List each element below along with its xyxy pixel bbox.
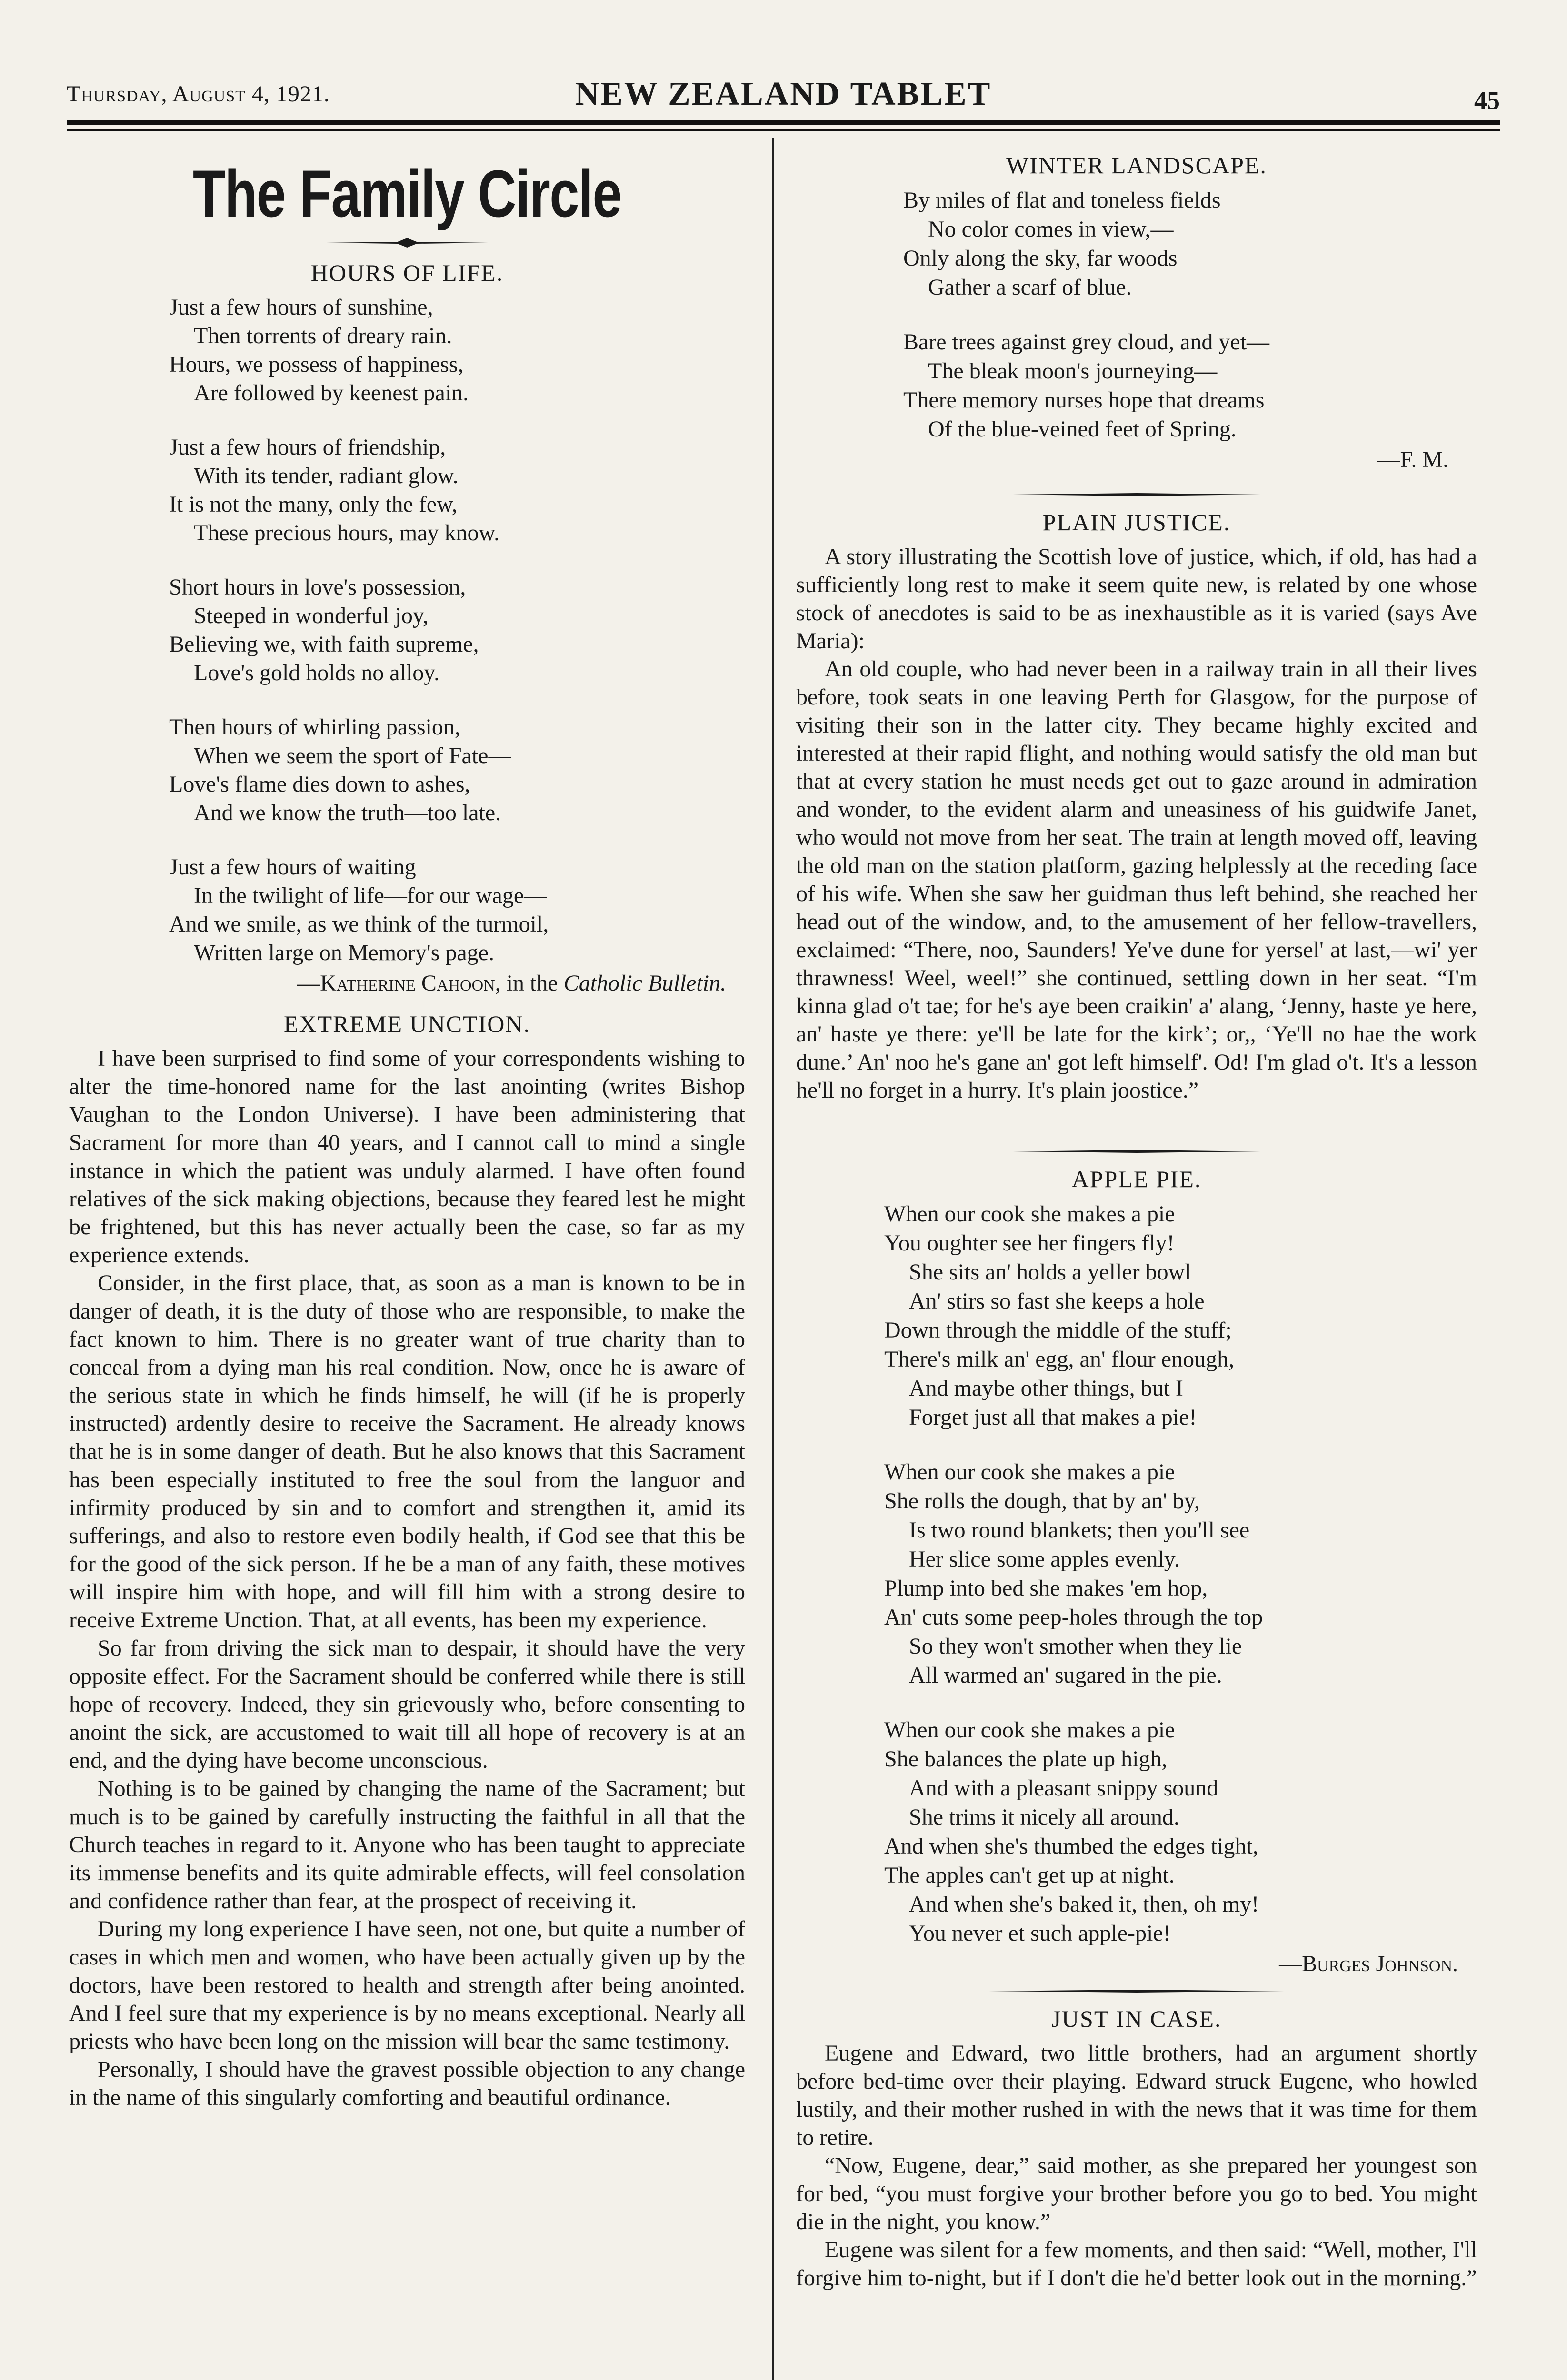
poem-line: And with a pleasant snippy sound <box>909 1775 1218 1801</box>
poem-line: Steeped in wonderful joy, <box>194 603 429 628</box>
poem-line: And we know the truth—too late. <box>194 800 501 825</box>
poem-line: These precious hours, may know. <box>194 520 500 545</box>
article-paragraph: A story illustrating the Scottish love of justice, which, if old, has had a sufficiently long rest to make it seem quite new, is related by one whose stock of anecdotes is said to be as inexhaustible as it is varied (says Ave Maria): <box>796 544 1477 654</box>
plain-justice-article <box>796 543 1477 1104</box>
attribution-author: —Burges Johnson. <box>1279 1951 1458 1976</box>
poem-line: She rolls the dough, that by an' by, <box>884 1488 1200 1514</box>
apple-pie-poem <box>884 1200 1477 1948</box>
poem-line: Only along the sky, far woods <box>903 246 1178 271</box>
poem-line: Are followed by keenest pain. <box>194 380 469 406</box>
article-paragraph: Eugene was silent for a few moments, and then said: “Well, mother, I'll forgive him to-night, but if I don't die he'd better look out in the morning.” <box>796 2237 1477 2291</box>
apple-pie-title: APPLE PIE. <box>1071 1166 1202 1192</box>
poem-line: Believing we, with faith supreme, <box>169 632 479 657</box>
poem-line: Love's flame dies down to ashes, <box>169 772 470 797</box>
attribution-mid: , in the <box>495 971 564 996</box>
separator-rule-icon <box>989 1987 1284 1995</box>
poem-line: The bleak moon's journeying— <box>928 358 1218 384</box>
poem-stanza <box>903 186 1477 302</box>
poem-line: Hours, we possess of happiness, <box>169 352 464 377</box>
poem-line: So they won't smother when they lie <box>909 1634 1242 1659</box>
article-paragraph: Personally, I should have the gravest possible objection to any change in the name of this singularly comforting and beautiful ordinance. <box>69 2057 745 2110</box>
poem-line: An' stirs so fast she keeps a hole <box>909 1289 1205 1314</box>
poem-stanza <box>169 853 745 967</box>
winter-landscape-title: WINTER LANDSCAPE. <box>1006 152 1267 178</box>
poem-stanza <box>884 1200 1477 1432</box>
poem-stanza <box>169 293 745 407</box>
apple-pie-attribution <box>796 1950 1458 1978</box>
article-paragraph: During my long experience I have seen, not one, but quite a number of cases in which men and women, who have been actually given up by the doctors, have been restored to health and strength after being anointed. And I feel sure that my experience is by no means exceptional. Nearly all priests who have been long on the mission will bear the same testimony. <box>69 1916 745 2054</box>
poem-line: When we seem the sport of Fate— <box>194 743 511 768</box>
attribution-author: Katherine Cahoon <box>320 971 495 996</box>
article-paragraph: “Now, Eugene, dear,” said mother, as she prepared her youngest son for bed, “you must forgive your brother before you go to bed. You might die in the night, you know.” <box>796 2153 1477 2234</box>
poem-line: Then hours of whirling passion, <box>169 714 460 740</box>
attribution-dash: — <box>297 971 320 996</box>
poem-line: Gather a scarf of blue. <box>928 275 1132 300</box>
hours-of-life-attribution <box>69 969 726 998</box>
separator-rule-icon <box>1013 490 1260 499</box>
poem-line: Love's gold holds no alloy. <box>194 660 440 685</box>
poem-line: She sits an' holds a yeller bowl <box>909 1259 1191 1285</box>
extreme-unction-article <box>69 1044 745 2112</box>
poem-stanza <box>884 1458 1477 1690</box>
poem-line: She balances the plate up high, <box>884 1746 1168 1772</box>
poem-line: In the twilight of life—for our wage— <box>194 883 547 908</box>
poem-line: She trims it nicely all around. <box>909 1805 1179 1830</box>
poem-line: And maybe other things, but I <box>909 1376 1183 1401</box>
attribution-source: Catholic Bulletin. <box>563 971 726 996</box>
article-paragraph: So far from driving the sick man to despair, it should have the very opposite effect. For the Sacrament should be conferred while there is still hope of recovery. Indeed, they sin grievously who, before consenting to anoint the sick, are accustomed to wait till all hope of recovery is at an end, and the dying have become unconscious. <box>69 1636 745 1773</box>
poem-line: Her slice some apples evenly. <box>909 1547 1180 1572</box>
winter-landscape-poem <box>903 186 1477 444</box>
poem-line: Written large on Memory's page. <box>194 940 494 965</box>
extreme-unction-title: EXTREME UNCTION. <box>283 1011 531 1037</box>
just-in-case-title: JUST IN CASE. <box>1051 2005 1222 2032</box>
poem-line: You never et such apple-pie! <box>909 1921 1171 1946</box>
poem-stanza <box>169 713 745 827</box>
poem-line: Just a few hours of friendship, <box>169 435 446 460</box>
poem-line: You oughter see her fingers fly! <box>884 1230 1175 1256</box>
poem-stanza <box>169 573 745 687</box>
poem-line: When our cook she makes a pie <box>884 1459 1175 1485</box>
poem-line: The apples can't get up at night. <box>884 1863 1175 1888</box>
poem-line: Short hours in love's possession, <box>169 575 466 600</box>
poem-line: When our cook she makes a pie <box>884 1717 1175 1743</box>
article-paragraph: Consider, in the first place, that, as soon as a man is known to be in danger of death, it is the duty of those who are responsible, to make the fact known to him. There is no greater want of true charity than to conceal from a dying man his real condition. Now, once he is aware of the serious state in which he finds himself, he will (if he is properly instructed) ardently desire to receive the Sacrament. He already knows that he is in some danger of death. But he also knows that this Sacrament has been especially instituted to free the soul from the languor and infirmity produced by sin and to comfort and strengthen it, amid its sufferings, and also to restore even bodily health, if God see that this be for the good of the sick person. If he be a man of any faith, these motives will inspire him with hope, and will fill him with a strong desire to receive Extreme Unction. That, at all events, has been my experience. <box>69 1270 745 1633</box>
page-number: 45 <box>1474 86 1500 115</box>
title-ornament-icon <box>326 237 488 248</box>
newspaper-title: NEW ZEALAND TABLET <box>575 76 992 112</box>
poem-line: And when she's thumbed the edges tight, <box>884 1834 1258 1859</box>
article-paragraph: I have been surprised to find some of your correspondents wishing to alter the time-honored name for the last anointing (writes Bishop Vaughan to the London Universe). I have been administering that Sacrament for more than 40 years, and I cannot call to mind a single instance in which the patient was unduly alarmed. I have often found relatives of the sick making objections, because they feared lest he might be frightened, but this has never actually been the case, so far as my experience extends. <box>69 1046 745 1268</box>
winter-landscape-attribution: —F. M. <box>1377 447 1448 472</box>
column-divider <box>772 138 774 2380</box>
hours-of-life-poem <box>169 293 745 967</box>
article-paragraph: An old couple, who had never been in a railway train in all their lives before, took seats in one leaving Perth for Glasgow, for the purpose of visiting their son in the latter city. They became highly excited and interested at their rapid flight, and nothing would satisfy the old man but that at every station he must needs get out to gaze around in admiration and wonder, to the evident alarm and uneasiness of his guidwife Janet, who would not move from her seat. The train at length moved off, leaving the old man on the station platform, gazing helplessly at the receding face of his wife. When she saw her guidman thus left behind, she reached her head out of the window, and, to the amusement of her fellow-travellers, exclaimed: “There, noo, Saunders! Ye've dune for yersel' at last,—wi' yer thrawness! Weel, weel!” she continued, settling down in her seat. “I'm kinna glad o't tae; for he's aye been craikin' a' alang, ‘Jenny, haste ye here, an' haste ye there: ye'll be late for the kirk’; or,, ‘Ye'll no hae the work dune.’ An' noo he's gane an' got left himself'. Od! I'm glad o't. It's a lesson he'll no forget in a hurry. It's plain joostice.” <box>796 656 1477 1103</box>
article-paragraph: Eugene and Edward, two little brothers, had an argument shortly before bed-time over their playing. Edward struck Eugene, who howled lustily, and their mother rushed in with the news that it was time for them to retire. <box>796 2041 1477 2150</box>
just-in-case-article <box>796 2039 1477 2292</box>
hours-of-life-title: HOURS OF LIFE. <box>310 259 504 286</box>
poem-line: And we smile, as we think of the turmoil, <box>169 912 549 937</box>
poem-line: By miles of flat and toneless fields <box>903 188 1221 213</box>
separator-rule-icon <box>1013 1147 1260 1156</box>
poem-line: Of the blue-veined feet of Spring. <box>928 416 1237 442</box>
poem-stanza <box>169 433 745 547</box>
poem-stanza <box>884 1716 1477 1948</box>
poem-line: There memory nurses hope that dreams <box>903 387 1265 413</box>
poem-line: No color comes in view,— <box>928 217 1174 242</box>
header-rule-thick <box>67 120 1500 125</box>
poem-line: There's milk an' egg, an' flour enough, <box>884 1347 1235 1372</box>
poem-line: Bare trees against grey cloud, and yet— <box>903 329 1270 355</box>
right-column <box>796 138 1477 2292</box>
poem-line: Just a few hours of sunshine, <box>169 295 433 320</box>
issue-date: Thursday, August 4, 1921. <box>67 81 330 107</box>
poem-line: When our cook she makes a pie <box>884 1201 1175 1227</box>
left-column <box>69 138 745 2112</box>
poem-line: An' cuts some peep-holes through the top <box>884 1605 1263 1630</box>
plain-justice-title: PLAIN JUSTICE. <box>1042 509 1231 536</box>
poem-line: With its tender, radiant glow. <box>194 463 459 488</box>
poem-line: And when she's baked it, then, oh my! <box>909 1892 1259 1917</box>
article-paragraph: Nothing is to be gained by changing the name of the Sacrament; but much is to be gained by carefully instructing the faithful in all that the Church teaches in regard to it. Anyone who has been taught to appreciate its immense benefits and its quite admirable effects, will feel consolation and confidence rather than fear, at the prospect of receiving it. <box>69 1776 745 1914</box>
header-rule-thin <box>67 129 1500 131</box>
poem-line: Down through the middle of the stuff; <box>884 1318 1232 1343</box>
poem-line: It is not the many, only the few, <box>169 492 458 517</box>
poem-line: All warmed an' sugared in the pie. <box>909 1663 1222 1688</box>
section-title: The Family Circle <box>192 156 622 231</box>
page-header <box>67 71 1500 124</box>
poem-line: Is two round blankets; then you'll see <box>909 1517 1250 1543</box>
poem-line: Just a few hours of waiting <box>169 854 416 880</box>
poem-line: Then torrents of dreary rain. <box>194 323 452 348</box>
poem-stanza <box>903 327 1477 444</box>
poem-line: Plump into bed she makes 'em hop, <box>884 1576 1208 1601</box>
poem-line: Forget just all that makes a pie! <box>909 1405 1197 1430</box>
